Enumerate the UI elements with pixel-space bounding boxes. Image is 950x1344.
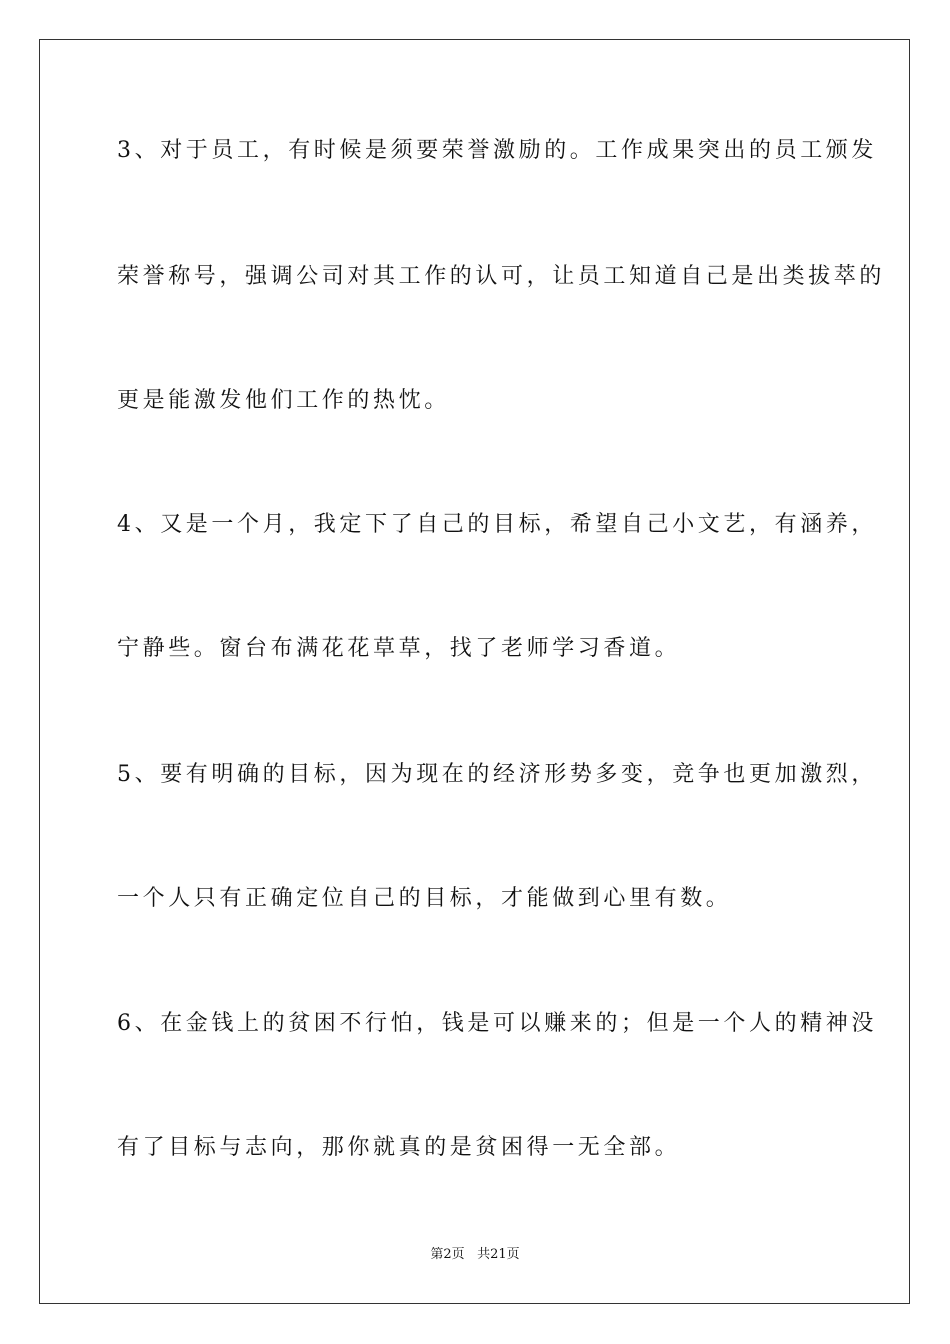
paragraph-3-line-3: 更是能激发他们工作的热忱。: [117, 388, 450, 413]
page-number: 第2页: [430, 1247, 465, 1262]
paragraph-3-line-2: 荣誉称号，强调公司对其工作的认可，让员工知道自己是出类拔萃的: [117, 264, 886, 289]
paragraph-6-line-1: 6、在金钱上的贫困不行怕，钱是可以赚来的；但是一个人的精神没: [117, 1011, 877, 1036]
paragraph-4-line-1: 4、又是一个月，我定下了自己的目标，希望自己小文艺，有涵养，: [117, 512, 877, 537]
paragraph-5-line-2: 一个人只有正确定位自己的目标，才能做到心里有数。: [117, 886, 732, 911]
paragraph-4-line-2: 宁静些。窗台布满花花草草，找了老师学习香道。: [117, 636, 681, 661]
paragraph-3-line-1: 3、对于员工，有时候是须要荣誉激励的。工作成果突出的员工颁发: [117, 138, 877, 163]
paragraph-6-line-2: 有了目标与志向，那你就真的是贫困得一无全部。: [117, 1135, 681, 1160]
page-border: [39, 39, 910, 1304]
page-total: 共21页: [477, 1247, 520, 1262]
paragraph-5-line-1: 5、要有明确的目标，因为现在的经济形势多变，竞争也更加激烈，: [117, 762, 877, 787]
page-footer: [0, 1246, 950, 1264]
